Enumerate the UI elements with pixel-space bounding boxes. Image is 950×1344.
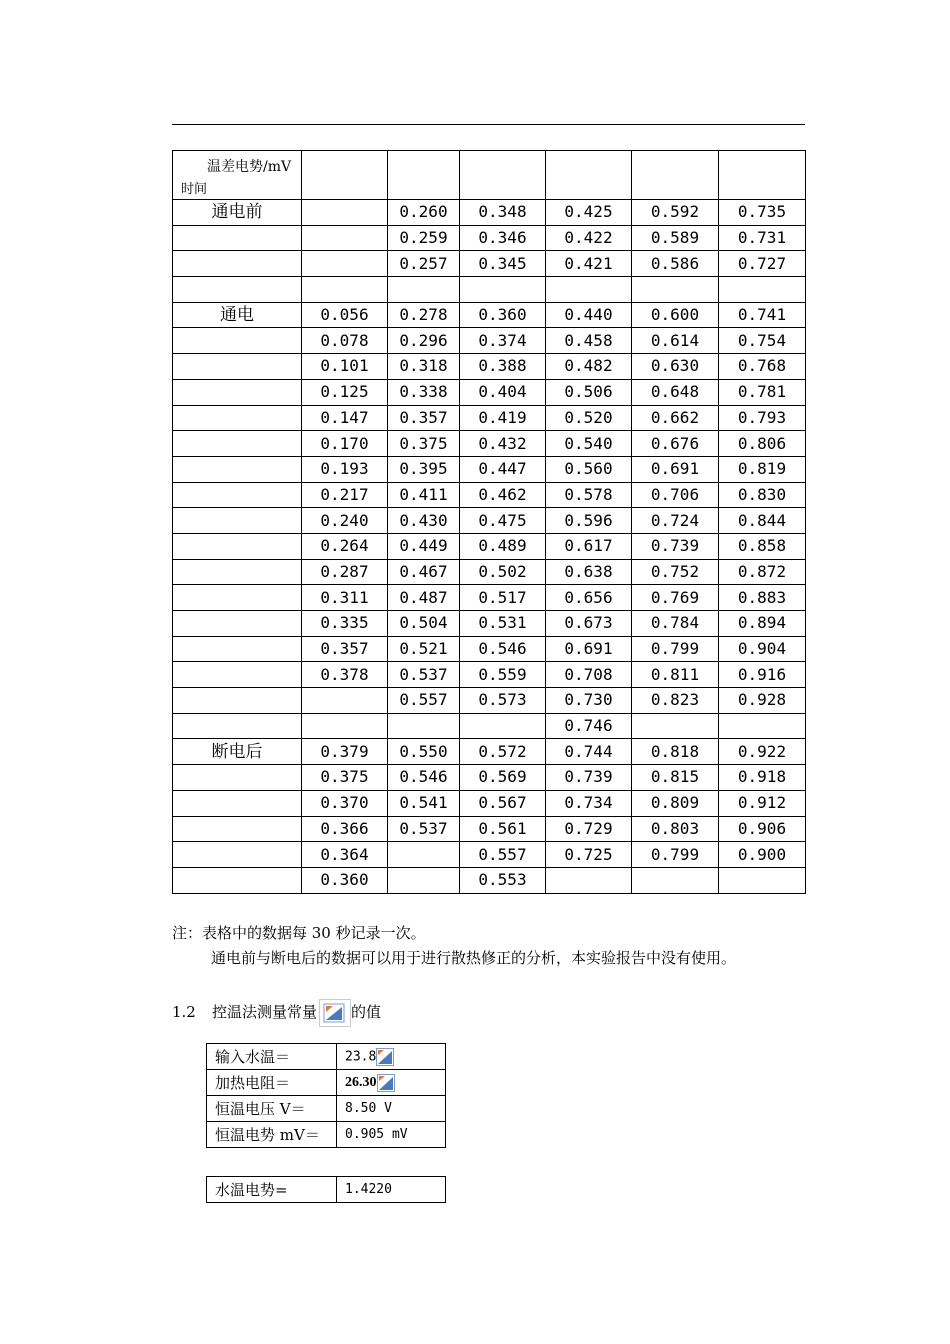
data-cell: 0.458 (546, 328, 632, 354)
row-label-cell (173, 533, 302, 559)
table-row (173, 533, 806, 559)
note-line-1: 注：表格中的数据每 30 秒记录一次。 (172, 924, 426, 942)
header-emf-label: 温差电势/mV (207, 159, 292, 175)
data-cell (632, 277, 719, 303)
table-row (173, 816, 806, 842)
data-cell: 0.259 (388, 225, 460, 251)
data-cell: 0.904 (719, 636, 806, 662)
header-cell (632, 151, 719, 200)
data-cell: 0.366 (302, 816, 388, 842)
table-row (173, 354, 806, 380)
param-value: 26.30 (345, 1074, 377, 1090)
data-cell: 0.572 (460, 739, 546, 765)
data-cell: 0.725 (546, 842, 632, 868)
table-header-row (173, 151, 806, 200)
data-cell: 0.557 (388, 688, 460, 714)
data-cell: 0.531 (460, 611, 546, 637)
data-cell: 0.432 (460, 431, 546, 457)
data-cell: 0.648 (632, 379, 719, 405)
param-value-cell (337, 1122, 446, 1148)
missing-unit-image-icon (377, 1074, 395, 1092)
data-cell: 0.803 (632, 816, 719, 842)
data-cell: 0.540 (546, 431, 632, 457)
data-cell: 0.754 (719, 328, 806, 354)
table-row (173, 456, 806, 482)
data-cell: 0.573 (460, 688, 546, 714)
data-cell: 0.741 (719, 302, 806, 328)
data-cell: 0.375 (388, 431, 460, 457)
data-cell: 0.378 (302, 662, 388, 688)
data-cell: 0.170 (302, 431, 388, 457)
data-cell: 0.520 (546, 405, 632, 431)
data-cell: 0.730 (546, 688, 632, 714)
data-cell: 0.830 (719, 482, 806, 508)
header-cell (302, 151, 388, 200)
data-cell: 0.101 (302, 354, 388, 380)
data-cell (546, 867, 632, 893)
data-cell (388, 867, 460, 893)
row-label-cell (173, 354, 302, 380)
table-row (173, 508, 806, 534)
row-label-cell (173, 842, 302, 868)
data-cell: 0.537 (388, 816, 460, 842)
data-cell (632, 713, 719, 739)
data-cell: 0.589 (632, 225, 719, 251)
data-cell: 0.487 (388, 585, 460, 611)
data-cell: 0.338 (388, 379, 460, 405)
section-heading (172, 999, 381, 1027)
data-cell: 0.928 (719, 688, 806, 714)
data-cell: 0.504 (388, 611, 460, 637)
row-label-cell (173, 688, 302, 714)
table-row (173, 636, 806, 662)
row-label-cell (173, 662, 302, 688)
data-cell: 0.559 (460, 662, 546, 688)
data-cell: 0.900 (719, 842, 806, 868)
data-cell: 0.395 (388, 456, 460, 482)
data-cell: 0.815 (632, 765, 719, 791)
data-cell: 0.918 (719, 765, 806, 791)
data-cell: 0.482 (546, 354, 632, 380)
data-cell (388, 277, 460, 303)
data-cell: 0.819 (719, 456, 806, 482)
table-row (173, 559, 806, 585)
param-value-cell (337, 1096, 446, 1122)
data-cell: 0.360 (460, 302, 546, 328)
water-emf-value: 1.4220 (337, 1177, 446, 1203)
missing-unit-image-icon (376, 1048, 394, 1066)
data-cell: 0.430 (388, 508, 460, 534)
row-label-cell (173, 508, 302, 534)
row-label-cell (173, 611, 302, 637)
data-cell: 0.676 (632, 431, 719, 457)
data-cell: 0.447 (460, 456, 546, 482)
row-label-cell (173, 765, 302, 791)
data-cell: 0.546 (388, 765, 460, 791)
param-row (207, 1096, 446, 1122)
row-label-cell (173, 867, 302, 893)
data-cell: 0.784 (632, 611, 719, 637)
data-cell (719, 277, 806, 303)
data-cell: 0.600 (632, 302, 719, 328)
table-row (173, 713, 806, 739)
data-cell: 0.449 (388, 533, 460, 559)
table-row (173, 688, 806, 714)
table-row (173, 867, 806, 893)
data-cell: 0.257 (388, 251, 460, 277)
param-value-cell (337, 1044, 446, 1070)
data-cell: 0.592 (632, 200, 719, 226)
data-cell (546, 277, 632, 303)
data-cell: 0.708 (546, 662, 632, 688)
data-cell: 0.521 (388, 636, 460, 662)
data-cell: 0.311 (302, 585, 388, 611)
header-rule (172, 124, 805, 125)
data-cell: 0.656 (546, 585, 632, 611)
table-row (173, 611, 806, 637)
data-cell: 0.691 (632, 456, 719, 482)
data-cell: 0.731 (719, 225, 806, 251)
data-cell: 0.411 (388, 482, 460, 508)
data-cell: 0.809 (632, 790, 719, 816)
table-row (173, 482, 806, 508)
data-cell (460, 713, 546, 739)
header-time-label: 时间 (181, 182, 208, 197)
data-cell: 0.799 (632, 842, 719, 868)
data-cell: 0.799 (632, 636, 719, 662)
data-cell: 0.546 (460, 636, 546, 662)
data-cell: 0.781 (719, 379, 806, 405)
data-cell (302, 688, 388, 714)
data-cell: 0.278 (388, 302, 460, 328)
data-cell: 0.374 (460, 328, 546, 354)
data-cell: 0.388 (460, 354, 546, 380)
param-key: 恒温电势 mV＝ (207, 1122, 337, 1148)
data-cell: 0.517 (460, 585, 546, 611)
param-row (207, 1070, 446, 1096)
data-cell: 0.729 (546, 816, 632, 842)
data-cell: 0.404 (460, 379, 546, 405)
missing-formula-image-icon (319, 999, 351, 1027)
data-cell: 0.724 (632, 508, 719, 534)
data-cell (302, 277, 388, 303)
data-cell (302, 225, 388, 251)
section-number: 1.2 (172, 1003, 196, 1021)
data-cell (388, 713, 460, 739)
param-key: 恒温电压 V＝ (207, 1096, 337, 1122)
param-key: 加热电阻＝ (207, 1070, 337, 1096)
param-key: 输入水温＝ (207, 1044, 337, 1070)
data-cell: 0.287 (302, 559, 388, 585)
row-label-cell (173, 379, 302, 405)
data-cell: 0.818 (632, 739, 719, 765)
data-cell: 0.502 (460, 559, 546, 585)
data-cell: 0.357 (302, 636, 388, 662)
data-cell: 0.078 (302, 328, 388, 354)
table-row (173, 328, 806, 354)
data-cell: 0.345 (460, 251, 546, 277)
data-cell: 0.561 (460, 816, 546, 842)
data-cell: 0.440 (546, 302, 632, 328)
param-value: 8.50 V (345, 1101, 392, 1116)
params-table (206, 1043, 446, 1148)
data-cell (719, 867, 806, 893)
data-cell: 0.691 (546, 636, 632, 662)
data-cell: 0.425 (546, 200, 632, 226)
data-cell: 0.638 (546, 559, 632, 585)
table-row (173, 585, 806, 611)
data-cell: 0.617 (546, 533, 632, 559)
data-cell: 0.217 (302, 482, 388, 508)
data-cell: 0.912 (719, 790, 806, 816)
param-value: 23.8 (345, 1049, 377, 1064)
data-cell (460, 277, 546, 303)
data-cell: 0.894 (719, 611, 806, 637)
data-cell: 0.379 (302, 739, 388, 765)
row-label-cell (173, 816, 302, 842)
emf-data-table (172, 150, 806, 894)
data-cell (302, 251, 388, 277)
data-cell: 0.467 (388, 559, 460, 585)
table-row (173, 842, 806, 868)
header-cell (546, 151, 632, 200)
data-cell: 0.569 (460, 765, 546, 791)
table-row (173, 277, 806, 303)
table-row (173, 662, 806, 688)
note-line-2: 通电前与断电后的数据可以用于进行散热修正的分析，本实验报告中没有使用。 (211, 949, 737, 967)
header-cell (388, 151, 460, 200)
data-cell: 0.596 (546, 508, 632, 534)
row-label-cell (173, 713, 302, 739)
data-cell: 0.916 (719, 662, 806, 688)
data-cell: 0.296 (388, 328, 460, 354)
param-value: 0.905 mV (345, 1127, 408, 1142)
data-cell: 0.734 (546, 790, 632, 816)
data-cell: 0.506 (546, 379, 632, 405)
row-label-cell (173, 559, 302, 585)
table-row (173, 225, 806, 251)
data-cell: 0.578 (546, 482, 632, 508)
data-cell: 0.662 (632, 405, 719, 431)
header-corner-cell (173, 151, 302, 200)
table-row (173, 302, 806, 328)
data-cell: 0.906 (719, 816, 806, 842)
row-label-cell: 断电后 (173, 739, 302, 765)
data-cell: 0.264 (302, 533, 388, 559)
data-cell: 0.735 (719, 200, 806, 226)
data-cell: 0.541 (388, 790, 460, 816)
data-cell: 0.768 (719, 354, 806, 380)
data-cell: 0.537 (388, 662, 460, 688)
data-cell: 0.360 (302, 867, 388, 893)
data-cell: 0.056 (302, 302, 388, 328)
row-label-cell: 通电 (173, 302, 302, 328)
data-cell: 0.811 (632, 662, 719, 688)
row-label-cell (173, 790, 302, 816)
data-cell: 0.769 (632, 585, 719, 611)
data-cell: 0.744 (546, 739, 632, 765)
data-cell: 0.462 (460, 482, 546, 508)
data-cell: 0.673 (546, 611, 632, 637)
water-emf-row (207, 1177, 446, 1203)
param-row (207, 1044, 446, 1070)
data-cell: 0.567 (460, 790, 546, 816)
table-row (173, 765, 806, 791)
data-cell: 0.823 (632, 688, 719, 714)
data-cell: 0.844 (719, 508, 806, 534)
water-emf-table (206, 1176, 446, 1203)
data-cell (388, 842, 460, 868)
data-cell: 0.922 (719, 739, 806, 765)
data-cell: 0.586 (632, 251, 719, 277)
data-cell: 0.335 (302, 611, 388, 637)
param-row (207, 1122, 446, 1148)
data-cell: 0.614 (632, 328, 719, 354)
table-row (173, 405, 806, 431)
row-label-cell (173, 277, 302, 303)
table-row (173, 200, 806, 226)
row-label-cell (173, 251, 302, 277)
data-cell: 0.364 (302, 842, 388, 868)
data-cell: 0.727 (719, 251, 806, 277)
data-cell: 0.806 (719, 431, 806, 457)
data-cell: 0.739 (632, 533, 719, 559)
table-row (173, 790, 806, 816)
data-cell: 0.752 (632, 559, 719, 585)
data-cell: 0.560 (546, 456, 632, 482)
data-cell: 0.746 (546, 713, 632, 739)
row-label-cell (173, 225, 302, 251)
data-cell: 0.557 (460, 842, 546, 868)
section-title-after: 的值 (351, 1003, 382, 1021)
data-cell: 0.357 (388, 405, 460, 431)
section-title-before: 控温法测量常量 (212, 1003, 318, 1021)
data-cell (719, 713, 806, 739)
data-cell: 0.125 (302, 379, 388, 405)
emf-table-body (173, 151, 806, 894)
header-cell (719, 151, 806, 200)
data-cell: 0.419 (460, 405, 546, 431)
table-row (173, 739, 806, 765)
data-cell (632, 867, 719, 893)
data-cell: 0.318 (388, 354, 460, 380)
row-label-cell (173, 456, 302, 482)
params-table-body (207, 1044, 446, 1148)
data-cell: 0.422 (546, 225, 632, 251)
data-cell (302, 713, 388, 739)
data-cell: 0.421 (546, 251, 632, 277)
table-row (173, 251, 806, 277)
data-cell: 0.550 (388, 739, 460, 765)
row-label-cell (173, 482, 302, 508)
data-cell: 0.883 (719, 585, 806, 611)
data-cell: 0.370 (302, 790, 388, 816)
row-label-cell (173, 636, 302, 662)
data-cell: 0.375 (302, 765, 388, 791)
data-cell: 0.858 (719, 533, 806, 559)
data-cell: 0.630 (632, 354, 719, 380)
row-label-cell: 通电前 (173, 200, 302, 226)
data-cell: 0.348 (460, 200, 546, 226)
data-cell: 0.147 (302, 405, 388, 431)
row-label-cell (173, 431, 302, 457)
row-label-cell (173, 405, 302, 431)
data-cell: 0.706 (632, 482, 719, 508)
water-emf-key: 水温电势= (207, 1177, 337, 1203)
data-cell: 0.475 (460, 508, 546, 534)
table-row (173, 379, 806, 405)
data-cell: 0.793 (719, 405, 806, 431)
data-cell: 0.193 (302, 456, 388, 482)
data-cell: 0.260 (388, 200, 460, 226)
data-cell: 0.553 (460, 867, 546, 893)
data-cell: 0.739 (546, 765, 632, 791)
data-cell: 0.872 (719, 559, 806, 585)
row-label-cell (173, 328, 302, 354)
table-row (173, 431, 806, 457)
row-label-cell (173, 585, 302, 611)
data-cell: 0.489 (460, 533, 546, 559)
data-cell: 0.346 (460, 225, 546, 251)
data-cell: 0.240 (302, 508, 388, 534)
param-value-cell (337, 1070, 446, 1096)
header-cell (460, 151, 546, 200)
data-cell (302, 200, 388, 226)
